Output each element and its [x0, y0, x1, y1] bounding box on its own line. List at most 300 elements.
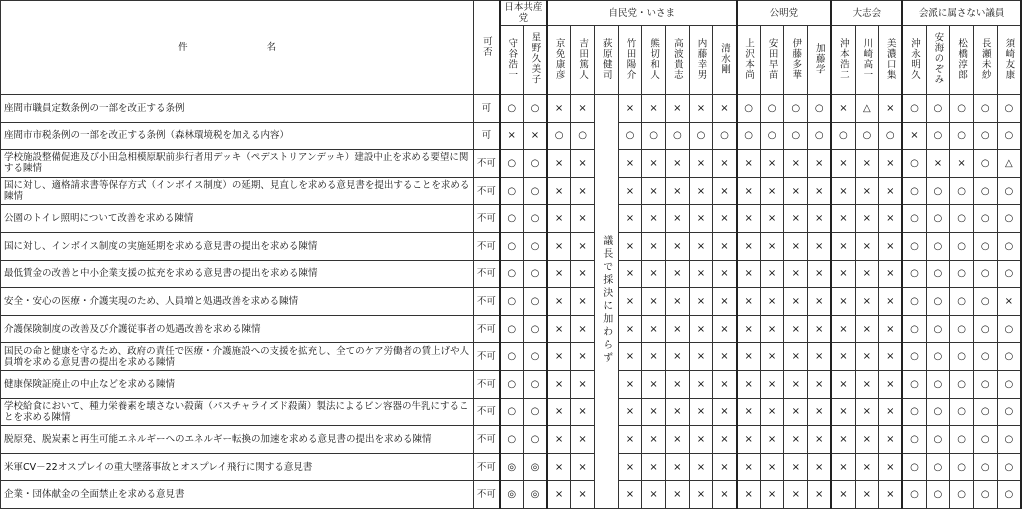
item-title: 健康保険証廃止の中止などを求める陳情: [1, 370, 474, 398]
vote-cell: ×: [665, 260, 689, 288]
vote-cell: ×: [571, 260, 595, 288]
party-header: 会派に属さない議員: [902, 1, 1021, 26]
vote-cell: ×: [784, 205, 808, 233]
vote-cell: ×: [760, 426, 784, 454]
vote-cell: ×: [571, 426, 595, 454]
vote-cell: ×: [713, 205, 737, 233]
member-header: 松橋淳郎: [950, 26, 974, 95]
vote-cell: ○: [902, 95, 926, 123]
vote-cell: ×: [997, 288, 1021, 316]
vote-cell: ×: [784, 288, 808, 316]
vote-cell: ○: [997, 481, 1021, 509]
vote-cell: ○: [879, 122, 903, 150]
vote-cell: ×: [665, 398, 689, 426]
vote-cell: ×: [713, 177, 737, 205]
vote-cell: ○: [523, 177, 547, 205]
vote-cell: ○: [973, 426, 997, 454]
member-header: 吉田篤人: [571, 26, 595, 95]
vote-cell: ×: [784, 453, 808, 481]
table-row: [1, 205, 1022, 233]
vote-cell: ×: [737, 205, 761, 233]
table-row: [1, 453, 1022, 481]
item-header: 件 名: [1, 1, 474, 95]
vote-cell: ○: [523, 343, 547, 371]
vote-cell: ○: [784, 122, 808, 150]
vote-cell: ×: [713, 398, 737, 426]
vote-cell: ○: [926, 95, 950, 123]
vote-cell: ×: [879, 150, 903, 178]
vote-cell: ×: [879, 260, 903, 288]
item-result: 不可: [474, 481, 500, 509]
vote-cell: ○: [997, 177, 1021, 205]
vote-cell: ×: [784, 260, 808, 288]
item-title: 介護保険制度の改善及び介護従事者の処遇改善を求める陳情: [1, 315, 474, 343]
item-result: 不可: [474, 260, 500, 288]
vote-cell: ○: [500, 260, 524, 288]
party-header: 公明党: [737, 1, 832, 26]
vote-cell: ○: [926, 453, 950, 481]
vote-cell: ×: [760, 177, 784, 205]
vote-cell: ○: [784, 95, 808, 123]
vote-cell: ×: [879, 481, 903, 509]
vote-cell: ×: [855, 370, 879, 398]
vote-cell: △: [855, 95, 879, 123]
vote-cell: ×: [571, 370, 595, 398]
vote-cell: ×: [808, 343, 832, 371]
vote-cell: ×: [855, 481, 879, 509]
member-header: 高波貴志: [665, 26, 689, 95]
item-result: 不可: [474, 232, 500, 260]
vote-cell: ×: [547, 95, 571, 123]
member-header: 安海のぞみ: [926, 26, 950, 95]
vote-cell: ×: [855, 398, 879, 426]
vote-cell: ×: [760, 260, 784, 288]
vote-cell: ○: [950, 481, 974, 509]
vote-cell: ×: [784, 315, 808, 343]
vote-cell: ×: [760, 232, 784, 260]
vote-cell: ×: [760, 370, 784, 398]
vote-cell: ×: [689, 205, 713, 233]
vote-cell: ×: [571, 177, 595, 205]
vote-cell: ×: [831, 205, 855, 233]
item-result: 不可: [474, 343, 500, 371]
vote-cell: ×: [571, 453, 595, 481]
vote-cell: ○: [926, 122, 950, 150]
vote-cell: ×: [665, 370, 689, 398]
vote-cell: ○: [950, 370, 974, 398]
vote-cell: ×: [737, 177, 761, 205]
chair-note: 議長で採決に加わらず: [594, 95, 618, 509]
vote-cell: ×: [689, 453, 713, 481]
vote-cell: ×: [760, 205, 784, 233]
vote-cell: ×: [808, 177, 832, 205]
vote-cell: ○: [973, 177, 997, 205]
vote-cell: ×: [642, 205, 666, 233]
item-result: 可: [474, 122, 500, 150]
vote-cell: ×: [855, 205, 879, 233]
vote-cell: ×: [855, 453, 879, 481]
vote-cell: ×: [879, 177, 903, 205]
item-title: 国に対し、インボイス制度の実施延期を求める意見書の提出を求める陳情: [1, 232, 474, 260]
vote-cell: ○: [523, 205, 547, 233]
vote-cell: ×: [571, 288, 595, 316]
table-row: [1, 315, 1022, 343]
vote-cell: ×: [808, 260, 832, 288]
vote-cell: ◎: [500, 453, 524, 481]
vote-cell: ○: [950, 426, 974, 454]
vote-cell: ×: [642, 398, 666, 426]
vote-cell: ×: [618, 95, 642, 123]
vote-cell: ×: [547, 150, 571, 178]
vote-cell: ×: [500, 122, 524, 150]
vote-cell: ×: [689, 426, 713, 454]
vote-cell: ×: [618, 481, 642, 509]
vote-cell: ○: [950, 122, 974, 150]
vote-cell: ×: [760, 315, 784, 343]
vote-cell: ○: [973, 288, 997, 316]
member-header: 加藤学: [808, 26, 832, 95]
vote-cell: ○: [902, 343, 926, 371]
vote-cell: ×: [618, 232, 642, 260]
vote-cell: ○: [926, 177, 950, 205]
vote-cell: ○: [523, 288, 547, 316]
vote-cell: ○: [950, 398, 974, 426]
vote-cell: ×: [547, 481, 571, 509]
vote-cell: ×: [547, 260, 571, 288]
vote-cell: ×: [855, 343, 879, 371]
vote-cell: ○: [618, 122, 642, 150]
member-header: 須崎友康: [997, 26, 1021, 95]
item-result: 不可: [474, 177, 500, 205]
vote-cell: ×: [737, 150, 761, 178]
vote-cell: ○: [973, 315, 997, 343]
vote-cell: ×: [831, 315, 855, 343]
vote-cell: ×: [618, 398, 642, 426]
vote-cell: ×: [713, 370, 737, 398]
vote-cell: ×: [665, 481, 689, 509]
vote-cell: ○: [523, 260, 547, 288]
vote-cell: ○: [902, 232, 926, 260]
item-title: 公園のトイレ照明について改善を求める陳情: [1, 205, 474, 233]
vote-cell: ○: [950, 288, 974, 316]
vote-cell: ○: [973, 343, 997, 371]
vote-cell: ×: [665, 288, 689, 316]
vote-cell: ○: [500, 288, 524, 316]
vote-cell: ○: [997, 260, 1021, 288]
vote-cell: ×: [737, 288, 761, 316]
vote-cell: ×: [571, 398, 595, 426]
vote-cell: ×: [642, 453, 666, 481]
vote-cell: ○: [523, 315, 547, 343]
vote-cell: ○: [500, 426, 524, 454]
vote-cell: ×: [618, 370, 642, 398]
vote-cell: ○: [973, 232, 997, 260]
vote-cell: ×: [642, 260, 666, 288]
vote-cell: ×: [808, 481, 832, 509]
vote-cell: ×: [784, 481, 808, 509]
vote-cell: ×: [879, 426, 903, 454]
vote-cell: ×: [831, 343, 855, 371]
vote-cell: ×: [689, 370, 713, 398]
vote-cell: ×: [713, 232, 737, 260]
vote-cell: ○: [737, 95, 761, 123]
vote-cell: ×: [737, 481, 761, 509]
item-title: 企業・団体献金の全面禁止を求める意見書: [1, 481, 474, 509]
vote-cell: ×: [642, 343, 666, 371]
vote-cell: ○: [523, 232, 547, 260]
vote-cell: ×: [784, 343, 808, 371]
vote-cell: ○: [902, 205, 926, 233]
vote-cell: ×: [547, 205, 571, 233]
vote-cell: ○: [926, 370, 950, 398]
vote-cell: ○: [926, 343, 950, 371]
vote-cell: ×: [737, 315, 761, 343]
vote-cell: ○: [902, 288, 926, 316]
vote-cell: ○: [902, 260, 926, 288]
vote-cell: ○: [997, 122, 1021, 150]
vote-cell: ×: [689, 232, 713, 260]
vote-cell: ○: [950, 260, 974, 288]
vote-cell: ×: [831, 481, 855, 509]
member-header: 守谷浩一: [500, 26, 524, 95]
vote-cell: ×: [665, 177, 689, 205]
vote-cell: ×: [689, 177, 713, 205]
item-title: 最低賃金の改善と中小企業支援の拡充を求める意見書の提出を求める陳情: [1, 260, 474, 288]
vote-cell: ○: [926, 232, 950, 260]
vote-cell: ×: [665, 232, 689, 260]
item-title: 米軍CV－22オスプレイの重大墜落事故とオスプレイ飛行に関する意見書: [1, 453, 474, 481]
vote-cell: ◎: [523, 453, 547, 481]
vote-cell: ○: [950, 205, 974, 233]
vote-cell: ×: [808, 398, 832, 426]
vote-cell: ○: [500, 343, 524, 371]
vote-cell: ○: [523, 426, 547, 454]
vote-cell: ×: [831, 370, 855, 398]
party-header: 自民党・いさま: [547, 1, 737, 26]
vote-cell: ○: [973, 95, 997, 123]
vote-cell: ×: [784, 177, 808, 205]
vote-cell: ×: [618, 453, 642, 481]
vote-cell: ○: [523, 150, 547, 178]
vote-cell: ×: [689, 398, 713, 426]
vote-cell: ○: [571, 122, 595, 150]
vote-cell: ×: [926, 150, 950, 178]
vote-cell: ×: [547, 315, 571, 343]
table-row: [1, 398, 1022, 426]
vote-cell: ○: [500, 370, 524, 398]
vote-cell: ×: [618, 260, 642, 288]
vote-cell: ×: [879, 232, 903, 260]
vote-cell: ○: [737, 122, 761, 150]
vote-cell: ×: [784, 150, 808, 178]
vote-cell: ×: [855, 177, 879, 205]
vote-cell: ○: [926, 260, 950, 288]
vote-cell: ×: [689, 481, 713, 509]
party-header: 日本共産党: [500, 1, 547, 26]
vote-cell: ×: [760, 481, 784, 509]
vote-cell: ○: [950, 232, 974, 260]
vote-cell: ○: [973, 260, 997, 288]
member-header: 星野久美子: [523, 26, 547, 95]
vote-cell: ×: [855, 426, 879, 454]
vote-cell: ×: [879, 453, 903, 481]
vote-cell: ×: [831, 150, 855, 178]
vote-cell: ◎: [500, 481, 524, 509]
vote-cell: ○: [902, 398, 926, 426]
item-result: 不可: [474, 398, 500, 426]
vote-cell: ○: [523, 370, 547, 398]
vote-cell: ○: [997, 232, 1021, 260]
vote-cell: ×: [547, 288, 571, 316]
vote-cell: ×: [642, 177, 666, 205]
vote-cell: ○: [997, 343, 1021, 371]
vote-cell: ○: [926, 426, 950, 454]
item-title: 座間市職員定数条例の一部を改正する条例: [1, 95, 474, 123]
vote-cell: ×: [737, 426, 761, 454]
vote-cell: ○: [500, 177, 524, 205]
vote-cell: ×: [571, 205, 595, 233]
vote-cell: ×: [618, 343, 642, 371]
vote-cell: ○: [855, 122, 879, 150]
member-header: 沖永明久: [902, 26, 926, 95]
vote-cell: ○: [500, 315, 524, 343]
vote-cell: ×: [831, 95, 855, 123]
vote-cell: ×: [618, 205, 642, 233]
vote-cell: ×: [642, 481, 666, 509]
vote-cell: ○: [902, 315, 926, 343]
vote-cell: ×: [737, 343, 761, 371]
vote-cell: ○: [902, 370, 926, 398]
vote-cell: ○: [713, 122, 737, 150]
vote-cell: ×: [808, 315, 832, 343]
vote-cell: ○: [500, 95, 524, 123]
vote-cell: ×: [665, 205, 689, 233]
vote-cell: ×: [642, 150, 666, 178]
vote-cell: ×: [642, 232, 666, 260]
item-result: 不可: [474, 453, 500, 481]
vote-cell: ×: [760, 288, 784, 316]
vote-cell: ×: [879, 370, 903, 398]
table-row: [1, 370, 1022, 398]
vote-cell: ×: [713, 260, 737, 288]
member-header: 熊切和人: [642, 26, 666, 95]
table-row: [1, 343, 1022, 371]
vote-cell: ○: [950, 453, 974, 481]
item-title: 学校施設整備促進及び小田急相模原駅前歩行者用デッキ（ペデストリアンデッキ）建設中止を求める要望に関する陳情: [1, 150, 474, 178]
vote-cell: ×: [571, 343, 595, 371]
vote-cell: ×: [665, 150, 689, 178]
vote-cell: ○: [950, 315, 974, 343]
vote-cell: ×: [808, 150, 832, 178]
vote-cell: ×: [665, 426, 689, 454]
vote-cell: ○: [689, 122, 713, 150]
vote-cell: ×: [665, 453, 689, 481]
vote-cell: ○: [500, 398, 524, 426]
vote-cell: ×: [642, 315, 666, 343]
vote-cell: ×: [808, 232, 832, 260]
vote-cell: ×: [713, 343, 737, 371]
table-row: [1, 426, 1022, 454]
vote-cell: ×: [808, 205, 832, 233]
vote-cell: ×: [547, 343, 571, 371]
vote-cell: △: [997, 150, 1021, 178]
vote-cell: ×: [855, 232, 879, 260]
item-title: 学校給食において、種力栄養素を壊さない殺菌（パスチャライズド殺菌）製法によるビン容器の牛乳にすることを求める陳情: [1, 398, 474, 426]
member-header: 美濃口集: [879, 26, 903, 95]
vote-cell: ○: [973, 150, 997, 178]
vote-cell: ○: [523, 398, 547, 426]
table-row: [1, 122, 1022, 150]
vote-cell: ×: [737, 232, 761, 260]
vote-cell: ×: [571, 232, 595, 260]
vote-cell: ○: [997, 95, 1021, 123]
vote-cell: ×: [689, 260, 713, 288]
vote-cell: ○: [808, 122, 832, 150]
vote-cell: ×: [760, 150, 784, 178]
vote-cell: ×: [547, 453, 571, 481]
vote-cell: ×: [665, 315, 689, 343]
member-header: 上沢本尚: [737, 26, 761, 95]
vote-cell: ×: [523, 122, 547, 150]
vote-cell: ○: [902, 177, 926, 205]
vote-cell: ○: [500, 232, 524, 260]
vote-cell: ◎: [523, 481, 547, 509]
table-row: [1, 177, 1022, 205]
item-result: 不可: [474, 426, 500, 454]
vote-cell: ○: [926, 481, 950, 509]
vote-cell: ×: [618, 150, 642, 178]
member-header: 川崎高一: [855, 26, 879, 95]
vote-cell: ×: [642, 95, 666, 123]
vote-cell: ○: [808, 95, 832, 123]
vote-cell: ×: [760, 453, 784, 481]
vote-cell: ×: [831, 232, 855, 260]
vote-cell: ×: [713, 150, 737, 178]
vote-cell: ×: [902, 122, 926, 150]
vote-cell: ×: [689, 95, 713, 123]
vote-cell: ×: [808, 453, 832, 481]
member-header: 安田早苗: [760, 26, 784, 95]
vote-cell: ×: [879, 95, 903, 123]
table-row: [1, 95, 1022, 123]
vote-cell: ×: [618, 288, 642, 316]
vote-cell: ×: [547, 370, 571, 398]
vote-cell: ×: [642, 370, 666, 398]
vote-cell: ×: [831, 177, 855, 205]
vote-cell: ○: [547, 122, 571, 150]
vote-cell: ○: [950, 343, 974, 371]
vote-cell: ×: [879, 343, 903, 371]
vote-cell: ×: [713, 481, 737, 509]
vote-cell: ○: [500, 150, 524, 178]
vote-cell: ×: [618, 177, 642, 205]
member-header: 沖本浩二: [831, 26, 855, 95]
vote-cell: ○: [902, 481, 926, 509]
vote-cell: ○: [902, 150, 926, 178]
vote-cell: ×: [689, 150, 713, 178]
vote-cell: ×: [547, 232, 571, 260]
vote-cell: ×: [950, 150, 974, 178]
vote-cell: ×: [642, 288, 666, 316]
member-header: 清水剛: [713, 26, 737, 95]
vote-cell: ×: [879, 205, 903, 233]
vote-cell: ○: [902, 426, 926, 454]
vote-cell: ×: [689, 288, 713, 316]
vote-cell: ×: [713, 453, 737, 481]
table-row: [1, 232, 1022, 260]
item-result: 不可: [474, 150, 500, 178]
item-title: 脱原発、脱炭素と再生可能エネルギーへのエネルギー転換の加速を求める意見書の提出を求める陳情: [1, 426, 474, 454]
